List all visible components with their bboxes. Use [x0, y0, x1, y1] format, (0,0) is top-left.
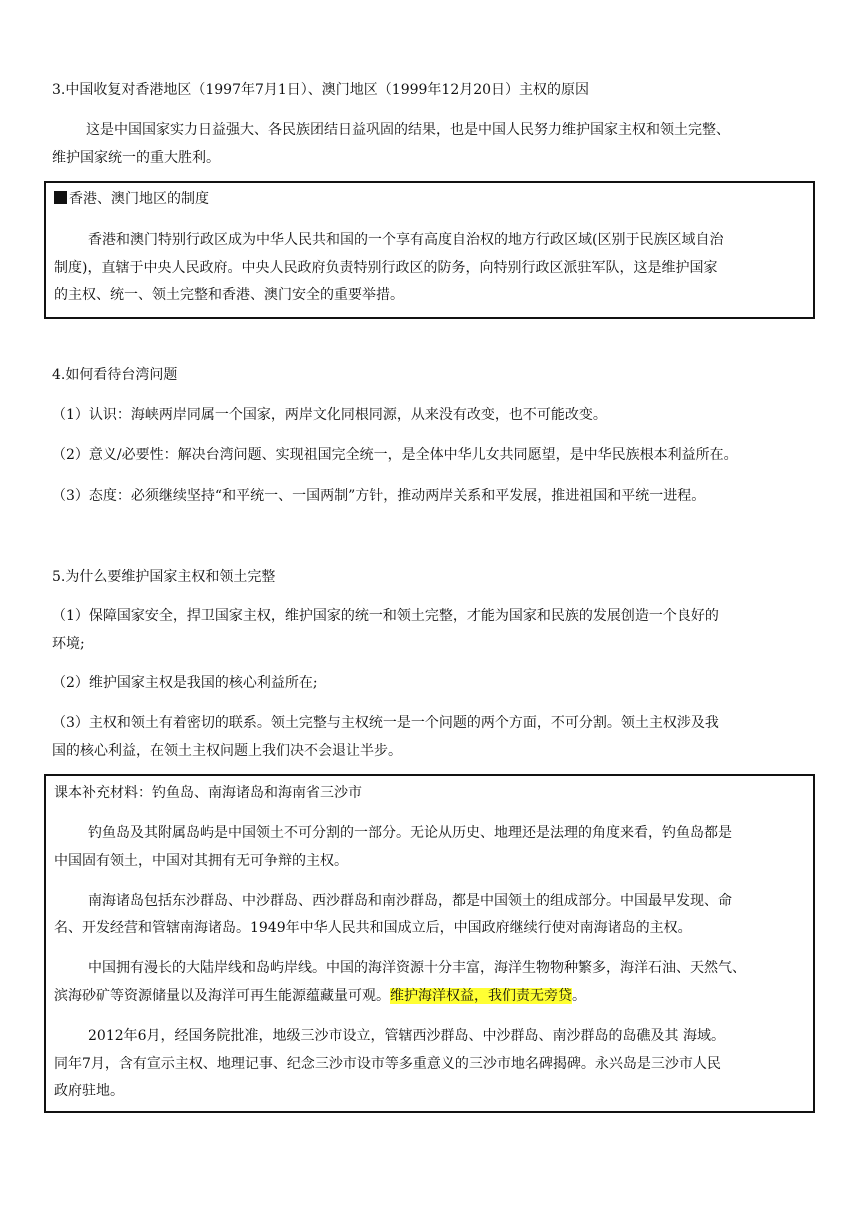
- section4-heading: 4.如何看待台湾问题: [52, 367, 178, 383]
- section3-body-line1: 这是中国国家实力日益强大、各民族团结日益巩固的结果，也是中国人民努力维护国家主权和领土完整、: [86, 122, 730, 138]
- hk-macau-system-box: [44, 181, 815, 319]
- box2-p4-line2: 同年7月，含有宣示主权、地理记事、纪念三沙市设市等多重意义的三沙市地名碑揭碑。永兴岛是三沙市人民: [54, 1056, 721, 1072]
- section5-item1-line1: （1）保障国家安全，捍卫国家主权，维护国家的统一和领土完整，才能为国家和民族的发展创造一个良好的: [52, 608, 719, 624]
- box1-line3: 的主权、统一、领土完整和香港、澳门安全的重要举措。: [54, 287, 404, 303]
- section5-item3-line2: 国的核心利益，在领土主权问题上我们决不会退让半步。: [52, 743, 402, 759]
- box2-p2-line2: 名、开发经营和管辖南海诸岛。1949年中华人民共和国成立后，中国政府继续行使对南海诸岛的主权。: [54, 920, 692, 936]
- square-bullet-icon: [54, 191, 67, 204]
- box1-line1: 香港和澳门特别行政区成为中华人民共和国的一个享有高度自治权的地方行政区域(区别于民族区域自治: [88, 232, 724, 248]
- box1-title: [54, 189, 809, 209]
- section3-heading: 3.中国收复对香港地区（1997年7月1日）、澳门地区（1999年12月20日）主权的原因: [52, 82, 590, 98]
- box2-p3-line2-text: 滨海砂矿等资源储量以及海洋可再生能源蕴藏量可观。: [54, 988, 390, 1004]
- section4-item1: （1）认识：海峡两岸同属一个国家，两岸文化同根同源，从来没有改变，也不可能改变。: [52, 407, 607, 423]
- section5-heading: 5.为什么要维护国家主权和领土完整: [52, 569, 276, 585]
- box2-p3-line2: [54, 986, 809, 1006]
- box2-p4-line1: 2012年6月，经国务院批准，地级三沙市设立，管辖西沙群岛、中沙群岛、南沙群岛的岛礁及其 海域。: [88, 1028, 725, 1044]
- highlighted-text: 维护海洋权益，我们责无旁贷: [390, 988, 572, 1004]
- box2-title: 课本补充材料：钓鱼岛、南海诸岛和海南省三沙市: [54, 785, 362, 801]
- box1-title-text: 香港、澳门地区的制度: [69, 191, 209, 207]
- section4-item2: （2）意义/必要性：解决台湾问题、实现祖国完全统一，是全体中华儿女共同愿望，是中华民族根本利益所在。: [52, 447, 738, 463]
- box2-p3-line2-end: 。: [572, 988, 586, 1004]
- section3-body-line2: 维护国家统一的重大胜利。: [52, 150, 220, 166]
- section5-item3-line1: （3）主权和领土有着密切的联系。领土完整与主权统一是一个问题的两个方面，不可分割。领土主权涉及我: [52, 715, 719, 731]
- box2-p1-line2: 中国固有领土，中国对其拥有无可争辩的主权。: [54, 853, 348, 869]
- box2-p4-line3: 政府驻地。: [54, 1083, 124, 1099]
- box2-p2-line1: 南海诸岛包括东沙群岛、中沙群岛、西沙群岛和南沙群岛，都是中国领土的组成部分。中国最早发现、命: [88, 893, 732, 909]
- supplementary-material-box: [44, 774, 815, 1113]
- box1-line2: 制度)，直辖于中央人民政府。中央人民政府负责特别行政区的防务，向特别行政区派驻军队，这是维护国家: [54, 260, 718, 276]
- box2-p3-line1: 中国拥有漫长的大陆岸线和岛屿岸线。中国的海洋资源十分丰富，海洋生物物种繁多，海洋石油、天然气、: [88, 960, 746, 976]
- section4-item3: （3）态度：必须继续坚持“和平统一、一国两制”方针，推动两岸关系和平发展，推进祖国和平统一进程。: [52, 488, 706, 504]
- section5-item2: （2）维护国家主权是我国的核心利益所在;: [52, 675, 318, 691]
- section5-item1-line2: 环境;: [52, 636, 85, 652]
- box2-p1-line1: 钓鱼岛及其附属岛屿是中国领土不可分割的一部分。无论从历史、地理还是法理的角度来看，钓鱼岛都是: [88, 825, 732, 841]
